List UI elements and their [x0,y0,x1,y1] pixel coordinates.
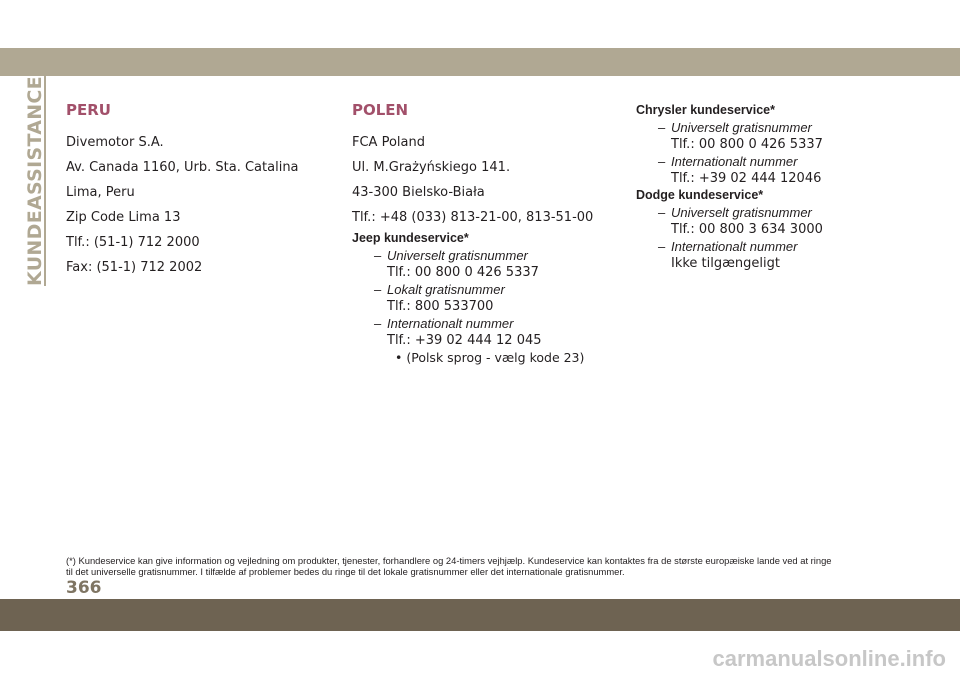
service-entry-label [636,204,936,221]
service-entry-value: Tlf.: 00 800 3 634 3000 [671,222,823,237]
top-band [0,48,960,76]
dodge-service-title: Dodge kundeservice* [636,188,764,202]
dash: – [374,316,382,331]
service-entry-label [636,238,936,255]
footnote-line: til det universelle gratisnummer. I tilfælde af problemer bedes du ringe til det lokale gratisnummer eller det internationale gratisnummer. [66,566,625,577]
side-section-title: KUNDEASSISTANCE [24,76,46,286]
polen-line: Tlf.: +48 (033) 813-21-00, 813-51-00 [352,210,594,225]
entry-label-text: Internationalt nummer [671,154,798,169]
peru-line: Lima, Peru [66,185,135,200]
entry-label-text: Internationalt nummer [671,239,798,254]
watermark: carmanualsonline.info [712,646,946,671]
polen-line: FCA Poland [352,135,425,150]
service-entry-value: Ikke tilgængeligt [671,256,780,271]
column-services [636,102,936,272]
polen-line: 43-300 Bielsko-Biała [352,185,485,200]
entry-label-text: Universelt gratisnummer [671,120,812,135]
footnote [66,555,926,577]
column-peru [66,100,336,280]
entry-label-text: Lokalt gratisnummer [387,282,505,297]
dash: – [658,239,666,254]
page-number: 366 [66,578,102,598]
column-polen [352,100,622,366]
service-entry-label [352,247,622,264]
footnote-line: (*) Kundeservice kan give information og vejledning om produkter, tjenester, forhandlere og 24-timers vejhjælp. Kundeservice kan kontaktes fra de største europæiske lande ved at ringe [66,555,832,566]
dash: – [658,120,666,135]
dash: – [374,248,382,263]
peru-line: Av. Canada 1160, Urb. Sta. Catalina [66,160,299,175]
service-entry-value: Tlf.: 00 800 0 426 5337 [387,265,539,280]
peru-line: Zip Code Lima 13 [66,210,181,225]
peru-line: Divemotor S.A. [66,135,164,150]
service-entry-value: Tlf.: +39 02 444 12 045 [387,333,542,348]
polen-line: Ul. M.Grażyńskiego 141. [352,160,511,175]
dash: – [658,205,666,220]
entry-label-text: Universelt gratisnummer [387,248,528,263]
service-entry-label [352,315,622,332]
service-entry-note: • (Polsk sprog - vælg kode 23) [395,350,585,365]
chrysler-service-title: Chrysler kundeservice* [636,103,775,117]
service-entry-label [636,153,936,170]
dash: – [658,154,666,169]
bottom-band [0,599,960,631]
peru-line: Fax: (51-1) 712 2002 [66,260,203,275]
service-entry-value: Tlf.: 00 800 0 426 5337 [671,137,823,152]
dash: – [374,282,382,297]
heading-polen: POLEN [352,101,409,119]
heading-peru: PERU [66,101,111,119]
entry-label-text: Universelt gratisnummer [671,205,812,220]
service-entry-value: Tlf.: +39 02 444 12046 [671,171,822,186]
jeep-service-title: Jeep kundeservice* [352,231,469,245]
entry-label-text: Internationalt nummer [387,316,514,331]
peru-line: Tlf.: (51-1) 712 2000 [66,235,200,250]
service-entry-label [636,119,936,136]
service-entry-value: Tlf.: 800 533700 [387,299,494,314]
service-entry-label [352,281,622,298]
